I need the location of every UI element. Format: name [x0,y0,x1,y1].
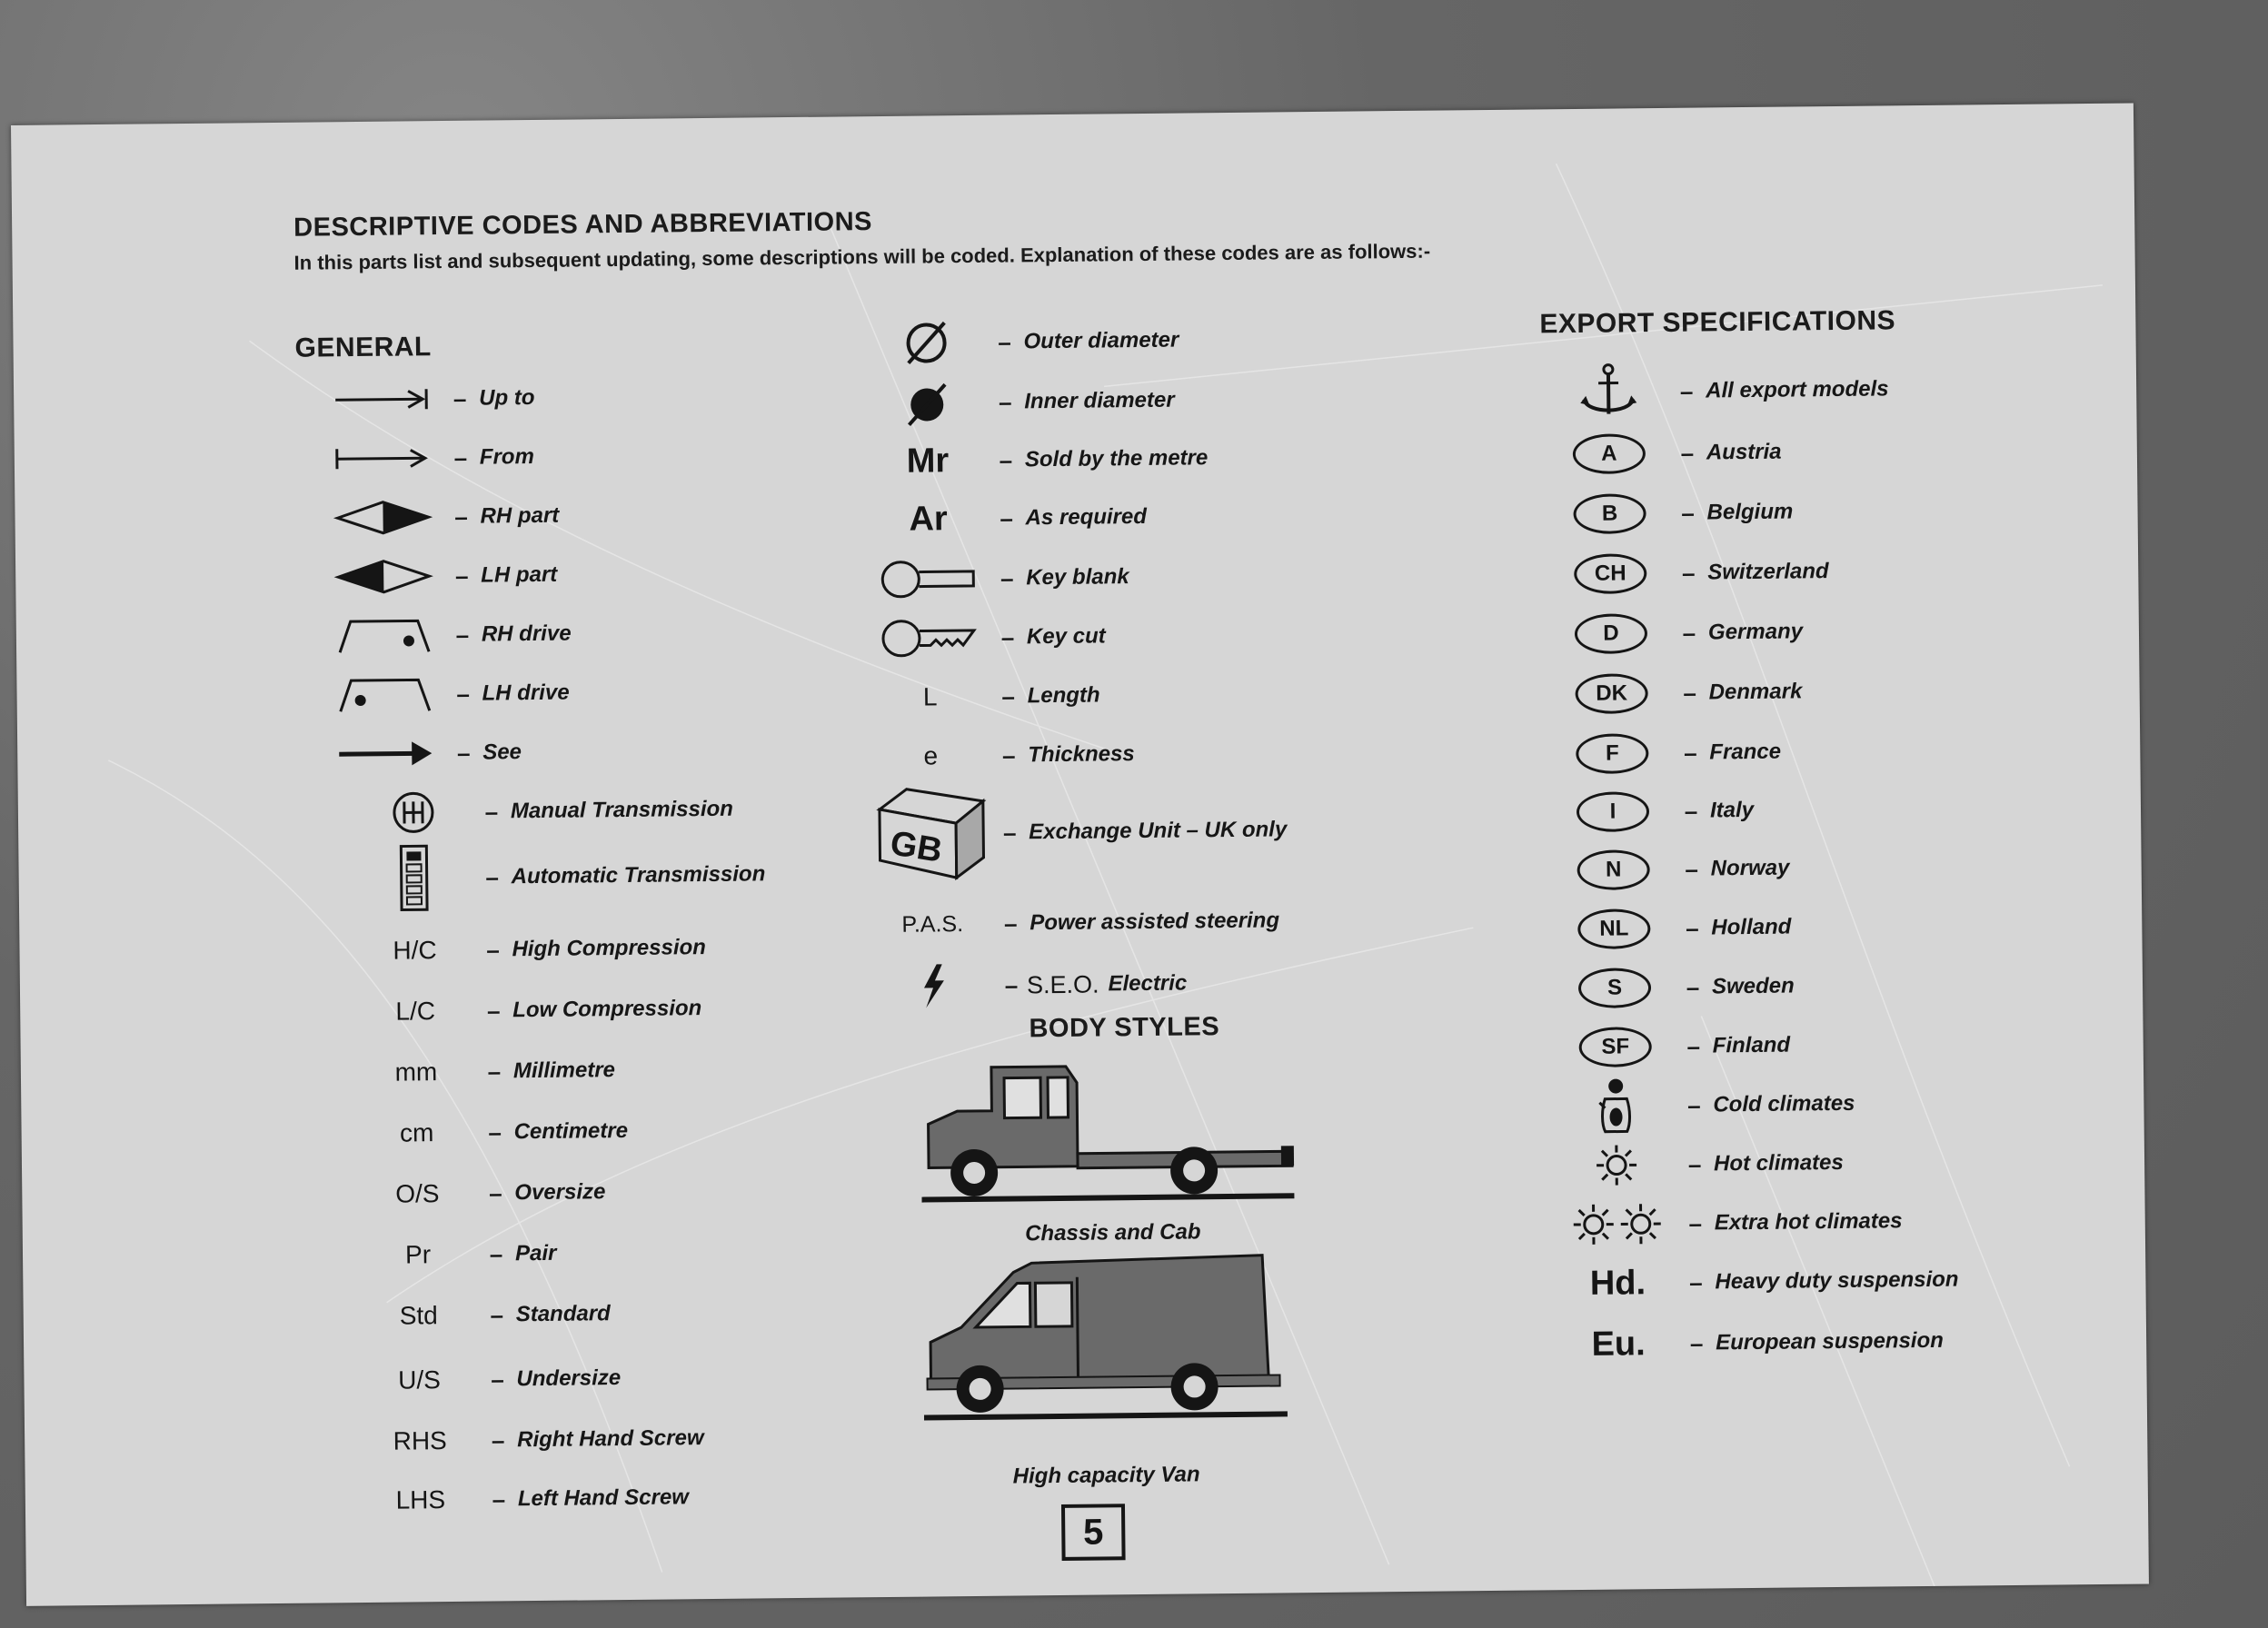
general-desc: Centimetre [513,1117,629,1145]
general-desc: Manual Transmission [510,796,734,824]
export-code: Hd. [1589,1263,1646,1303]
export-desc: Germany [1707,619,1804,645]
general-desc: See [482,740,522,765]
middle-row-ar: Ar – As required [909,499,1148,539]
country-oval: S [1578,968,1651,1008]
middle-code: e [923,741,939,770]
export-row-european: Eu. – European suspension [1591,1324,1944,1364]
middle-desc: Exchange Unit – UK only [1029,817,1288,845]
middle-row-exchange-unit: GB – Exchange Unit – UK only [863,779,1288,884]
anchor-icon [1540,362,1677,422]
export-row-belgium: B – Belgium [1541,486,1793,540]
export-row-norway: N – Norway [1545,843,1789,897]
lightning-icon [865,960,1002,1013]
general-desc: Millimetre [512,1057,616,1084]
general-row-hc: H/C – High Compression [393,935,707,965]
export-row-france: F – France [1544,727,1781,780]
country-oval: I [1577,791,1649,832]
general-row-pr: Pr – Pair [404,1239,557,1269]
chassis-cab-caption: Chassis and Cab [1024,1219,1201,1246]
parts-list-page [11,104,2149,1606]
page-number: 5 [1061,1504,1126,1561]
sun-icon [1548,1139,1686,1192]
key-cut-icon [861,612,999,665]
general-row-lc: L/C – Low Compression [395,996,702,1026]
export-code: Eu. [1591,1324,1646,1364]
export-row-switzerland: CH – Switzerland [1542,546,1829,600]
country-oval: D [1575,613,1647,654]
general-row-mm: mm – Millimetre [394,1057,616,1087]
general-desc: Pair [514,1240,557,1266]
general-row-cm: cm – Centimetre [399,1117,629,1147]
general-code: H/C [393,936,437,965]
general-row-std: Std – Standard [399,1300,611,1330]
general-desc: Automatic Transmission [511,861,766,889]
penguin-bottle-icon [1547,1077,1685,1137]
general-row-manual-transmission: – Manual Transmission [345,784,734,839]
middle-code: P.A.S. [901,910,964,938]
export-desc: Denmark [1708,679,1803,705]
export-row-italy: I – Italy [1545,785,1755,838]
middle-desc: Sold by the metre [1024,445,1209,472]
body-styles-title: BODY STYLES [1029,1012,1220,1044]
middle-desc: Power assisted steering [1030,908,1280,936]
export-desc: Extra hot climates [1714,1208,1903,1236]
general-row-lh-part: – LH part [315,550,558,603]
country-oval: F [1576,733,1648,774]
middle-desc: Key blank [1026,564,1129,591]
general-code: mm [394,1057,438,1087]
middle-code: Mr [906,441,950,481]
general-code: L/C [395,997,436,1026]
general-code: O/S [395,1179,440,1208]
from-arrow-icon [314,432,452,485]
general-row-rh-drive: – RH drive [316,609,572,662]
manual-transmission-icon [345,787,482,839]
general-desc: LH drive [482,680,570,706]
automatic-transmission-icon [345,852,482,905]
general-desc: High Compression [512,935,707,962]
middle-desc: Key cut [1026,623,1106,650]
middle-desc: Inner diameter [1024,387,1175,414]
general-code: Pr [404,1240,432,1269]
middle-row-mr: Mr – Sold by the metre [906,441,1209,481]
export-row-heavy-duty: Hd. – Heavy duty suspension [1589,1263,1959,1303]
export-row-germany: D – Germany [1543,606,1804,660]
middle-desc: Length [1027,682,1100,709]
middle-row-outer-diameter: – Outer diameter [858,315,1179,370]
key-blank-icon [860,553,998,606]
middle-row-inner-diameter: – Inner diameter [859,375,1175,430]
middle-desc: Thickness [1028,741,1135,768]
middle-row-length: L – Length [922,681,1100,711]
rh-drive-icon [316,610,453,662]
country-oval: DK [1575,673,1647,714]
export-row-all-models: – All export models [1540,360,1889,422]
export-desc: Norway [1710,855,1790,881]
export-desc: European suspension [1715,1327,1944,1355]
export-row-austria: A – Austria [1541,427,1782,481]
export-desc: Finland [1712,1032,1791,1058]
export-desc: Cold climates [1713,1090,1855,1117]
export-row-finland: SF – Finland [1547,1020,1790,1074]
middle-desc: Electric [1108,970,1188,997]
outer-diameter-icon [858,317,995,370]
general-desc: Oversize [514,1179,606,1206]
double-sun-icon [1548,1198,1686,1251]
general-row-lhs: LHS – Left Hand Screw [395,1484,690,1514]
export-row-sweden: S – Sweden [1547,961,1795,1015]
general-code: cm [399,1118,434,1147]
chassis-cab-truck-icon [920,1057,1304,1215]
export-desc: Austria [1706,439,1782,465]
lh-part-icon [315,551,453,603]
general-row-lh-drive: – LH drive [316,668,570,721]
country-oval: N [1577,849,1649,890]
general-desc: Undersize [516,1365,622,1392]
general-row-us: U/S – Undersize [397,1365,622,1395]
general-desc: Standard [515,1301,611,1327]
export-desc: Sweden [1711,973,1795,999]
high-capacity-van-icon [922,1247,1306,1433]
country-oval: CH [1574,553,1646,594]
page-heading: DESCRIPTIVE CODES AND ABBREVIATIONS [293,207,873,243]
middle-row-thickness: e – Thickness [923,740,1135,770]
export-desc: Switzerland [1707,559,1829,585]
general-desc: RH drive [481,620,572,647]
middle-code: L [922,682,938,711]
middle-desc: Outer diameter [1023,327,1179,354]
general-row-automatic-transmission: – Automatic Transmission [345,849,765,904]
rh-part-icon [314,491,452,544]
country-oval: SF [1578,1027,1651,1067]
general-desc: Right Hand Screw [517,1425,704,1453]
general-section-title: GENERAL [294,332,432,363]
country-oval: NL [1577,908,1650,949]
page-subheading: In this parts list and subsequent updating, some descriptions will be coded. Explanation of these codes are as follows:- [293,239,1431,274]
general-desc: Low Compression [512,996,702,1023]
general-desc: From [479,443,534,470]
middle-row-key-blank: – Key blank [860,551,1129,605]
general-code: RHS [393,1426,447,1455]
export-row-denmark: DK – Denmark [1543,666,1802,720]
gb-exchange-box-icon [863,783,1000,885]
general-code: LHS [395,1485,446,1514]
general-row-up-to: – Up to [313,372,535,426]
general-desc: LH part [481,561,558,588]
general-desc: Up to [479,384,535,411]
export-desc: All export models [1706,376,1889,403]
export-desc: Belgium [1706,499,1794,525]
export-desc: Italy [1709,797,1755,823]
export-row-hot-climates: – Hot climates [1548,1137,1844,1191]
middle-code: Ar [909,499,948,539]
up-to-arrow-icon [313,373,451,426]
inner-diameter-icon [859,377,996,430]
country-oval: A [1573,433,1646,474]
lh-drive-icon [316,669,453,721]
export-row-extra-hot-climates: – Extra hot climates [1548,1196,1902,1250]
see-arrow-icon [317,728,454,780]
high-capacity-van-caption: High capacity Van [1012,1462,1200,1489]
gb-box-label: GB [887,824,945,870]
general-row-see: – See [317,727,522,779]
export-desc: Holland [1711,914,1792,940]
country-oval: B [1573,493,1646,534]
middle-row-key-cut: – Key cut [861,610,1106,664]
export-desc: Heavy duty suspension [1715,1266,1959,1295]
export-row-holland: NL – Holland [1546,902,1792,956]
general-desc: RH part [480,502,560,529]
export-desc: Hot climates [1713,1149,1844,1176]
seo-code: S.E.O. [1026,970,1099,998]
general-desc: Left Hand Screw [517,1484,690,1512]
export-row-cold-climates: – Cold climates [1547,1075,1855,1137]
middle-desc: As required [1025,503,1148,531]
general-code: Std [399,1301,438,1330]
export-desc: France [1709,739,1782,765]
general-row-from: – From [314,432,535,485]
general-row-os: O/S – Oversize [395,1178,606,1208]
general-code: U/S [397,1365,441,1395]
export-section-title: EXPORT SPECIFICATIONS [1539,305,1896,340]
middle-row-pas: P.A.S. – Power assisted steering [901,908,1280,938]
general-row-rhs: RHS – Right Hand Screw [393,1425,704,1455]
general-row-rh-part: – RH part [314,491,559,544]
middle-row-seo-electric: – S.E.O. Electric [865,958,1188,1013]
